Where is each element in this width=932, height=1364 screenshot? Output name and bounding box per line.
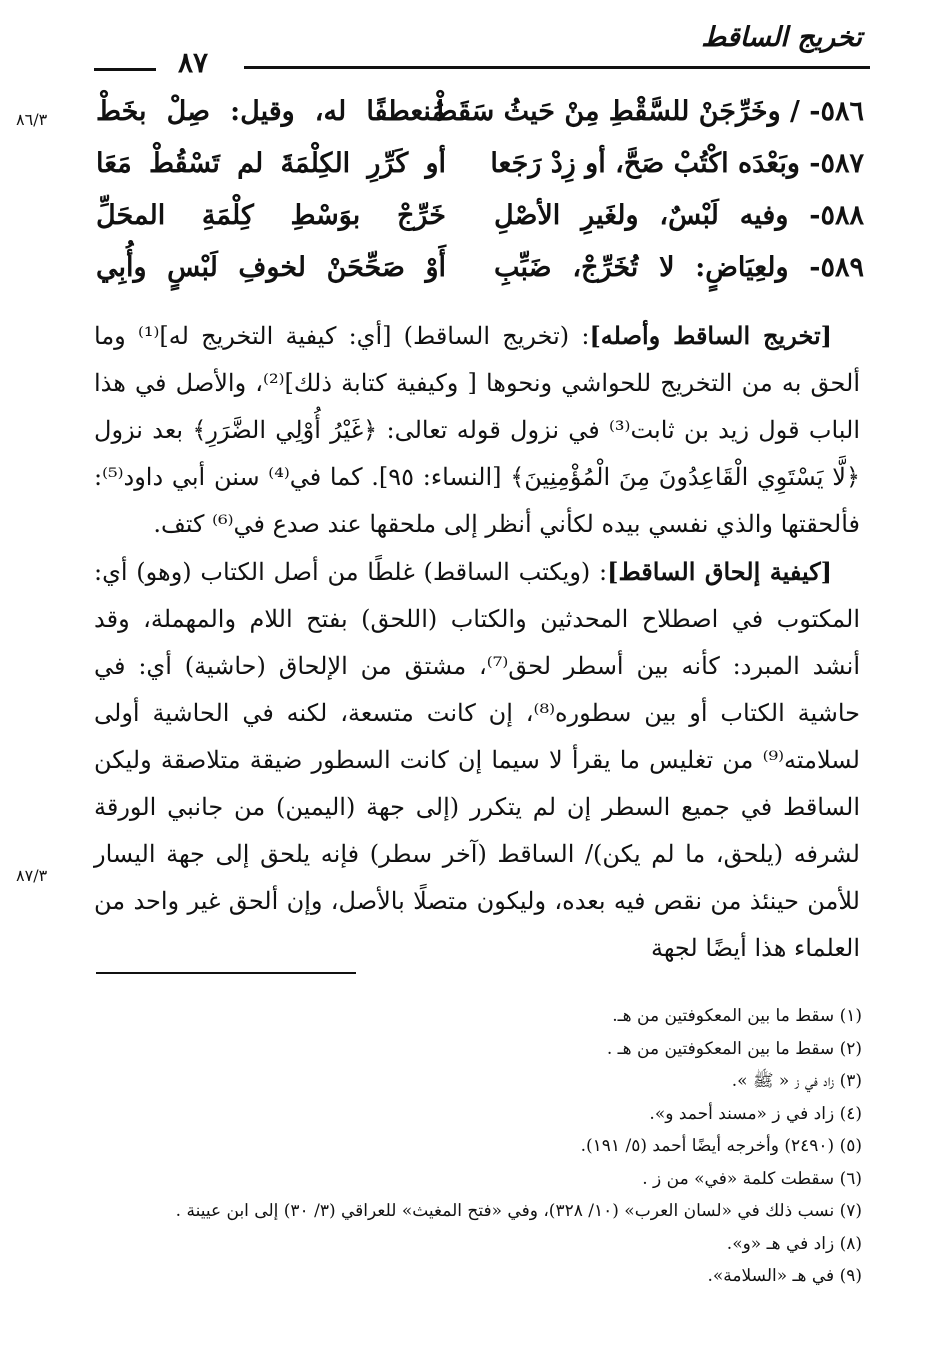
paragraph — [94, 312, 860, 548]
verse-first-hemistich: ٥٨٨- وفيه لَبْسٌ، ولغَيرِ الأصْلِ — [494, 200, 864, 231]
footnote: (٨) زاد في هـ «و». — [726, 1233, 862, 1254]
paragraph-text: : (تخريج الساقط) [أي: كيفية التخريج له]⁽¹⁾ وما ألحق به من التخريج للحواشي ونحوها [ وكيفية كتابة ذلك]⁽²⁾، والأصل في هذا الباب قول زيد بن ثابت⁽³⁾ في نزول قوله تعالى: ﴿غَيْرُ أُوْلِي الضَّرَرِ﴾ بعد نزول ﴿لَّا يَسْتَوِي الْقَاعِدُونَ مِنَ الْمُؤْمِنِينَ﴾ [النساء: ٩٥]. كما في⁽⁴⁾ سنن أبي داود⁽⁵⁾: فألحقتها والذي نفسي بيده لكأني أنظر إلى ملحقها عند صدع في⁽⁶⁾ كتف. — [94, 322, 861, 538]
page-number: ٨٧ — [178, 46, 209, 79]
verse-second-hemistich: مُنعطفًا له، وقيل: صِلْ بخَطْ — [96, 96, 446, 127]
verse-second-hemistich: خَرِّجْ بوَسْطِ كِلْمَةِ المحَلِّ — [96, 200, 446, 231]
verse-second-hemistich: أو كَرِّرِ الكِلْمَةَ لم تَسْقُطْ مَعَا — [96, 148, 446, 179]
header-rule-right — [244, 66, 870, 69]
verse-row — [96, 96, 864, 148]
footnote: (٦) سقطت كلمة «في» من ز . — [642, 1168, 862, 1189]
header-rule-left — [94, 68, 156, 71]
footnote: (١) سقط ما بين المعكوفتين من هـ. — [612, 1006, 862, 1026]
paragraph — [94, 548, 860, 972]
verse-second-hemistich: أَوْ صَحِّحَنْ لخوفِ لَبْسٍ وأُبِي — [96, 252, 446, 283]
footnote: (٥) (٢٤٩٠) وأخرجه أيضًا أحمد (٥/ ١٩١). — [580, 1136, 862, 1156]
footnote: (٧) نسب ذلك في «لسان العرب» (١٠/ ٣٢٨)، وفي «فتح المغيث» للعراقي (٣/ ٣٠) إلى ابن عيينة . — [175, 1201, 862, 1221]
footnote: (٤) زاد في ز «مسند أحمد و». — [649, 1103, 862, 1124]
paragraph-text: : (ويكتب الساقط) غلطًا من أصل الكتاب (وهو) أي: المكتوب في اصطلاح المحدثين والكتاب (اللحق) بفتح اللام والمهملة، وقد أنشد المبرد: كأنه بين أسطر لحق⁽⁷⁾، مشتق من الإلحاق (حاشية) أي: في حاشية الكتاب أو بين سطوره⁽⁸⁾، إن كانت متسعة، لكنه في الحاشية أولى لسلامته⁽⁹⁾ من تغليس ما يقرأ لا سيما إن كانت السطور ضيقة متلاصقة وليكن الساقط في جميع السطر إن لم يتكرر (إلى جهة (اليمين) من جانبي الورقة لشرفه (يلحق، ما لم يكن)/ الساقط (آخر سطر) فإنه يلحق إلى جهة اليسار للأمن حينئذ من نقص فيه بعده، وليكون متصلًا بالأصل، وإن ألحق غير واحد من العلماء هذا أيضًا لجهة — [94, 558, 861, 962]
verse-row — [96, 252, 864, 304]
section-heading: [تخريج الساقط وأصله] — [589, 321, 832, 350]
verse-row — [96, 148, 864, 200]
margin-reference: ٨٦/٣ — [16, 110, 48, 129]
verse-first-hemistich: ٥٨٦- / وخَرِّجَنْ للسَّقْطِ مِنْ حَيثُ سَقَطْ — [432, 96, 864, 127]
footnote: (٩) في هـ «السلامة». — [707, 1266, 862, 1286]
footnotes — [90, 1000, 862, 1293]
running-header-title: تخريج الساقط — [701, 22, 862, 53]
footnote: (٣) زاد في ز « ﷺ ». — [731, 1071, 862, 1091]
verse-first-hemistich: ٥٨٩- ولعِيَاضٍ: لا تُخَرِّجْ، ضَبِّبِ — [494, 252, 864, 283]
footnote: (٢) سقط ما بين المعكوفتين من هـ . — [606, 1038, 862, 1059]
section-heading: [كيفية إلحاق الساقط] — [607, 557, 832, 586]
verse-first-hemistich: ٥٨٧- وبَعْدَه اكْتُبْ صَحَّ، أو زِدْ رَجَعا — [490, 148, 864, 179]
verse-block — [96, 96, 864, 304]
footnote-separator — [96, 972, 356, 974]
verse-row — [96, 200, 864, 252]
margin-reference: ٨٧/٣ — [16, 866, 48, 885]
commentary-text — [94, 312, 860, 972]
